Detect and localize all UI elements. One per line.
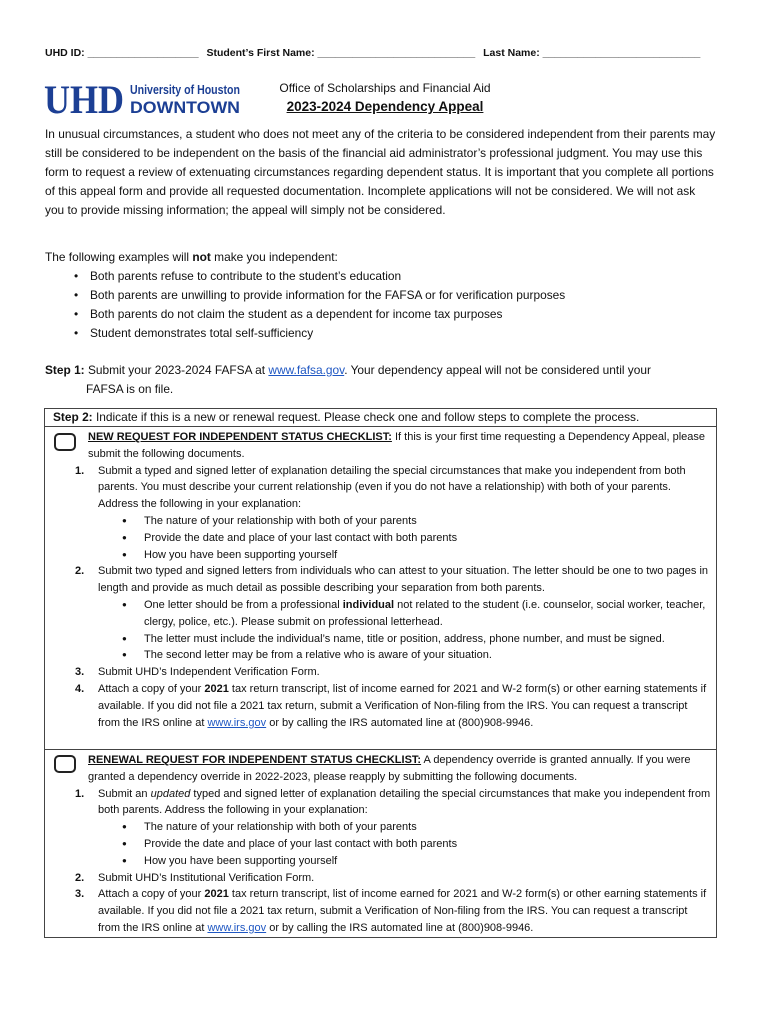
list-item: ● The nature of your relationship with both of your parents <box>122 514 417 527</box>
new-item3-text: Submit UHD’s Independent Verification Form. <box>98 666 320 679</box>
section-divider <box>45 749 716 750</box>
step2-header <box>45 409 716 427</box>
intro-text: In unusual circumstances, a student who does not meet any of the criteria to be considered independent from their parents may still be considered to be independent on the basis of the financial aid administrator’s professional judgment. You may use this form to request a review of extenuating circumstances regarding dependent status. It is important that you complete all portions of this appeal form and provide all requested documentation. Incomplete applications will not be considered. We will not ask you to provide missing information; the appeal will simply not be considered. <box>45 127 716 217</box>
new-item4-bold: 2021 <box>204 682 229 695</box>
new-item4-text-end: or by calling the IRS automated line at (800)908-9946. <box>266 716 534 729</box>
renewal-item3-text: Attach a copy of your <box>98 888 205 901</box>
step1-text-end: . Your dependency appeal will not be considered until your <box>344 363 651 377</box>
list-item: ● The second letter may be from a relative who is aware of your situation. <box>122 649 492 662</box>
svg-text:University of Houston: University of Houston <box>130 83 240 97</box>
new-request-heading: NEW REQUEST FOR INDEPENDENT STATUS CHECKLIST: <box>88 431 392 443</box>
fafsa-link[interactable]: www.fafsa.gov <box>268 363 345 377</box>
list-item <box>45 681 716 731</box>
list-item <box>45 463 716 564</box>
renewal-item1-text-end: typed and signed letter of explanation detailing the special circumstances that make you independent from both parents. Address the following in your explanation: <box>98 787 711 817</box>
renewal-item1-sublist <box>98 819 712 869</box>
new-item4-text: Attach a copy of your <box>98 682 205 695</box>
new-item1-sublist <box>98 513 712 563</box>
step1-text: Submit your 2023-2024 FAFSA at <box>84 363 269 377</box>
renewal-item1-italic: updated <box>150 787 191 800</box>
renewal-item3-text-mid: tax return transcript, list of income earned for 2021 and W-2 form(s) or other earning statements if available. If you did not file a 2021 tax return, submit a Verification of Non-filing from the IRS. You can request a transcript from the IRS online at <box>98 888 707 934</box>
svg-text:UHD: UHD <box>44 77 124 122</box>
examples-intro-text: The following examples will <box>45 250 193 264</box>
list-item <box>45 786 716 870</box>
renewal-lead <box>45 752 716 786</box>
step-number: 3. <box>75 888 85 901</box>
new-request-lead-text: If this is your first time requesting a Dependency Appeal, please submit the following documents. <box>88 431 705 460</box>
examples-intro-text-end: make you independent: <box>210 250 338 264</box>
irs-link[interactable]: www.irs.gov <box>207 716 267 729</box>
new-request-lead <box>45 429 716 463</box>
new-item2-text: Submit two typed and signed letters from individuals who can attest to your situation. The letter should be one to two pages in length and provide as much detail as possible describing your separation from both parents. <box>98 565 709 595</box>
list-item: ● How you have been supporting yourself <box>122 854 338 867</box>
uhd-logo <box>44 77 244 122</box>
new-item1-text: Submit a typed and signed letter of explanation detailing the special circumstances that make you independent from both parents. You must describe your current relationship (even if you do not have a relationship) with both of your parents. Address the following in your explanation: <box>98 464 686 511</box>
step2-text: Indicate if this is a new or renewal request. Please check one and follow steps to complete the process. <box>92 410 640 424</box>
list-item: ● The letter must include the individual’s name, title or position, address, phone number, and must be signed. <box>122 632 665 645</box>
list-item <box>45 886 716 936</box>
page-title: 2023-2024 Dependency Appeal <box>286 99 484 114</box>
renewal-item3-bold: 2021 <box>204 888 229 901</box>
renewal-request-section <box>45 752 716 937</box>
sub-item-text: The second letter may be from a relative who is aware of your situation. <box>144 649 492 662</box>
list-item: ● Provide the date and place of your last contact with both parents <box>122 531 458 544</box>
sub-item-text: The nature of your relationship with both of your parents <box>144 514 417 527</box>
last-name-field[interactable]: Last Name: ___________________________ <box>483 47 701 59</box>
new-item4-text-mid: tax return transcript, list of income earned for 2021 and W-2 form(s) or other earning statements if available. If you did not file a 2021 tax return, submit a Verification of Non-filing from the IRS. You can request a transcript from the IRS online at <box>98 682 707 729</box>
examples-intro <box>45 248 717 267</box>
sub-item-text: The nature of your relationship with both of your parents <box>144 821 417 834</box>
renewal-heading: RENEWAL REQUEST FOR INDEPENDENT STATUS CHECKLIST: <box>88 754 422 766</box>
step1-line <box>45 361 717 380</box>
step-number: 1. <box>75 464 85 477</box>
sub-item-text-end: not related to the student (i.e. counselor, social worker, teacher, clergy, police, etc.). Please submit on professional letterhead. <box>144 598 706 628</box>
renewal-steps <box>45 786 716 937</box>
sub-item-bold: individual <box>342 598 395 611</box>
step-number: 2. <box>75 565 85 578</box>
step-number: 3. <box>75 666 85 679</box>
examples-intro-bold: not <box>192 250 211 264</box>
step1-section <box>45 361 717 399</box>
uhd-id-field[interactable]: UHD ID: ___________________ <box>45 47 199 59</box>
examples-section <box>45 248 717 343</box>
intro-paragraph <box>45 125 717 220</box>
office-name: Office of Scholarships and Financial Aid <box>279 81 491 95</box>
sub-item-text: One letter should be from a professional <box>144 598 343 611</box>
renewal-item3-text-end: or by calling the IRS automated line at (800)908-9946. <box>266 921 534 934</box>
irs-link[interactable]: www.irs.gov <box>207 921 267 934</box>
sub-item-text: How you have been supporting yourself <box>144 854 338 867</box>
list-item: • Both parents do not claim the student as a dependent for income tax purposes <box>45 305 717 324</box>
new-request-section <box>45 429 716 731</box>
step2-box <box>44 408 717 938</box>
renewal-item2-text: Submit UHD’s Institutional Verification Form. <box>98 871 315 884</box>
list-item <box>45 563 716 664</box>
list-item: ● The nature of your relationship with both of your parents <box>122 821 417 834</box>
list-item: • Student demonstrates total self-sufficiency <box>45 324 717 343</box>
step-number: 4. <box>75 682 85 695</box>
sub-item-text: The letter must include the individual’s name, title or position, address, phone number, and must be signed. <box>144 632 665 645</box>
list-item: ● How you have been supporting yourself <box>122 548 338 561</box>
list-item: ● One letter should be from a professional individual not related to the student (i.e. counselor, social worker, teacher, clergy, police, etc.). Please submit on professional letterhead. <box>122 598 706 628</box>
sub-item-text: How you have been supporting yourself <box>144 548 338 561</box>
list-item: • Both parents refuse to contribute to the student’s education <box>45 267 717 286</box>
step2-label: Step 2: <box>53 410 93 424</box>
sub-item-text: Provide the date and place of your last contact with both parents <box>144 531 458 544</box>
new-item2-sublist <box>98 597 712 664</box>
list-item: ● Provide the date and place of your last contact with both parents <box>122 837 458 850</box>
renewal-item1-text: Submit an <box>98 787 151 800</box>
sub-item-text: Provide the date and place of your last contact with both parents <box>144 837 458 850</box>
list-item <box>45 870 716 887</box>
step-number: 1. <box>75 787 85 800</box>
step-number: 2. <box>75 871 85 884</box>
renewal-lead-text: A dependency override is granted annually. If you were granted a dependency override in 2022-2023, please reapply by submitting the following documents. <box>88 754 691 783</box>
step1-continuation: FAFSA is on file. <box>86 382 174 396</box>
first-name-field[interactable]: Student’s First Name: ___________________________ <box>206 47 476 59</box>
student-id-line <box>45 47 735 59</box>
list-item <box>45 664 716 681</box>
list-item: • Both parents are unwilling to provide information for the FAFSA or for verification purposes <box>45 286 717 305</box>
svg-text:DOWNTOWN: DOWNTOWN <box>130 98 240 117</box>
new-request-steps <box>45 463 716 732</box>
step1-label: Step 1: <box>45 363 85 377</box>
examples-list <box>45 267 717 343</box>
